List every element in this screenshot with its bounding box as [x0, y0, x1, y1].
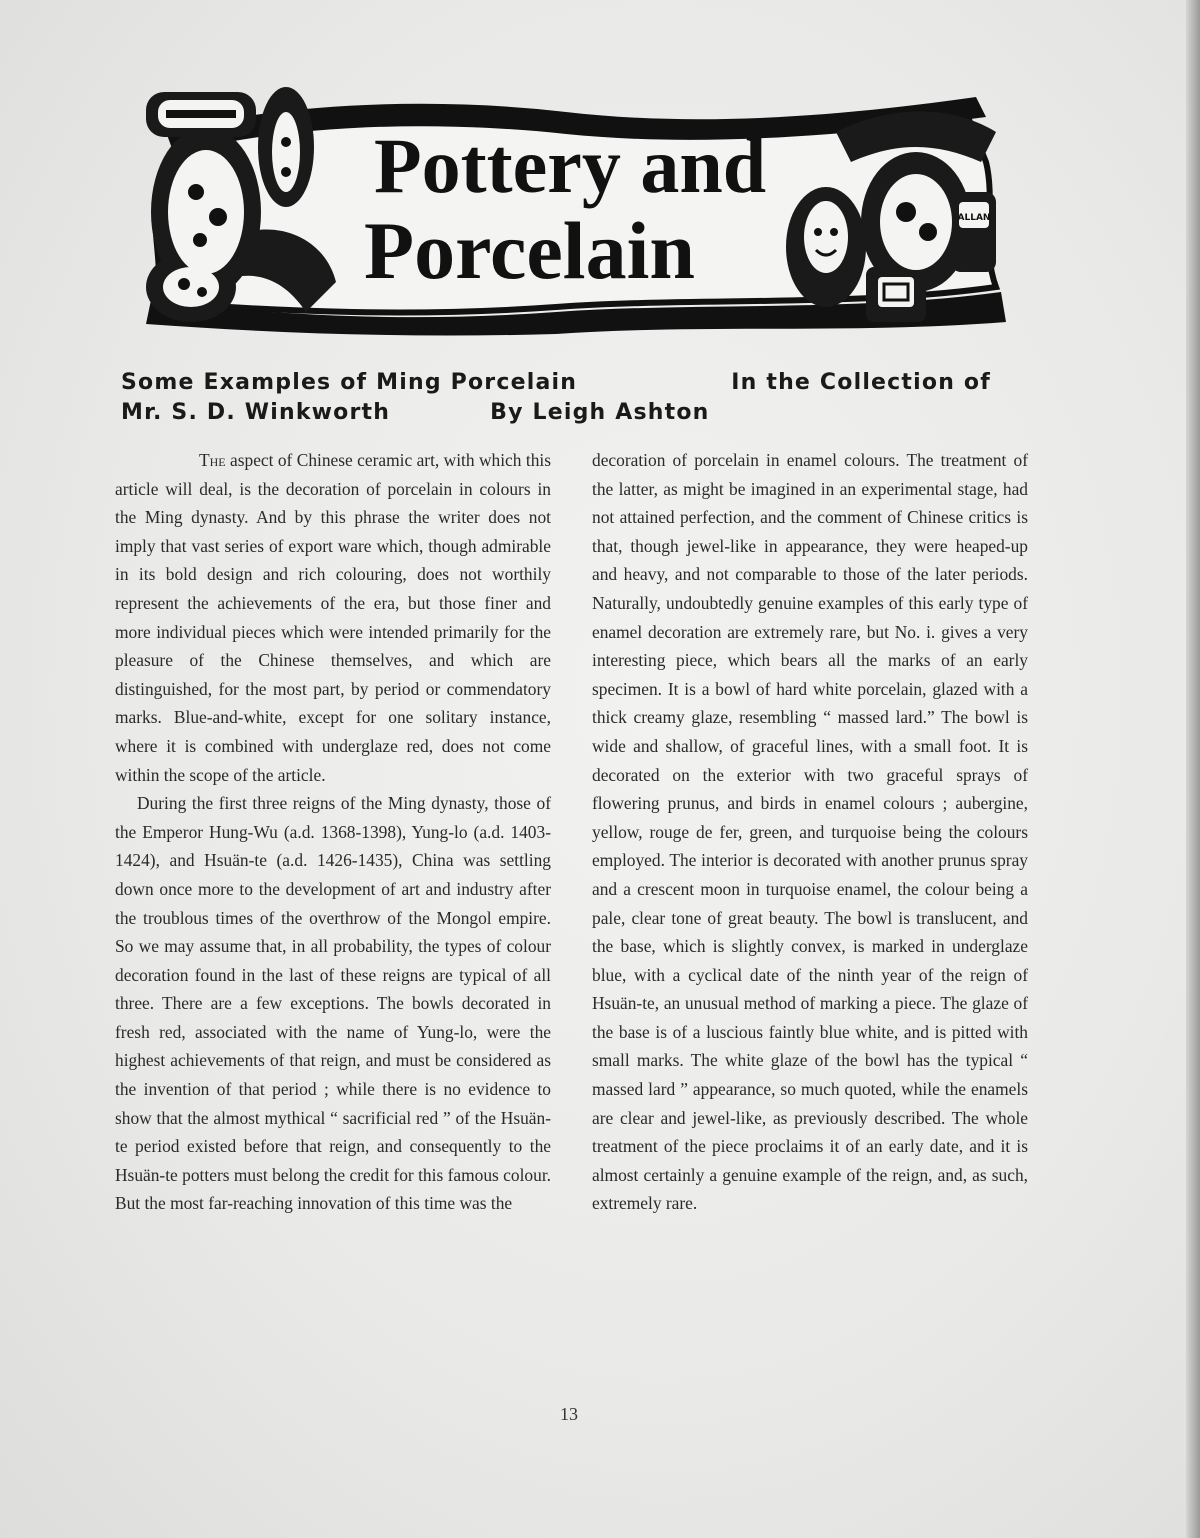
page-edge-shadow: [1186, 0, 1200, 1538]
right-text-column: [592, 446, 1028, 1218]
paragraph-text: aspect of Chinese ceramic art, with which this article will deal, is the decoration of porcelain in colours in the Ming dynasty. And by this phrase the writer does not imply that vast series of export ware which, though admirable in its bold design and rich colouring, does not worthily represent the achievements of the era, but those finer and more individual pieces which were intended primarily for the pleasure of the Chinese themselves, and which are distinguished, for the most part, by period or commendatory marks. Blue-and-white, except for one solitary instance, where it is combined with underglaze red, does not come within the scope of the article.: [115, 450, 551, 785]
paragraph: [115, 446, 551, 789]
banner-title-line2: Porcelain: [364, 205, 695, 296]
banner-title-line1: Pottery and: [374, 122, 767, 209]
article-heading: [121, 368, 991, 428]
left-text-column: [115, 446, 551, 1218]
seal-label: ALLAN: [957, 213, 991, 223]
page-number: 13: [560, 1404, 578, 1424]
heading-byline: By Leigh Ashton: [490, 400, 710, 425]
heading-title: Some Examples of Ming Porcelain: [121, 370, 578, 395]
title-banner-illustration: [136, 72, 1016, 338]
heading-collector: Mr. S. D. Winkworth: [121, 400, 391, 425]
drop-lead-word: The: [199, 450, 226, 470]
heading-collection: In the Collection of: [731, 370, 991, 395]
paragraph: During the first three reigns of the Ming dynasty, those of the Emperor Hung-Wu (a.d. 1368-1398), Yung-lo (a.d. 1403-1424), and Hsuän-te (a.d. 1426-1435), China was settling down once more to the development of art and industry after the troublous times of the overthrow of the Mongol empire. So we may assume that, in all probability, the types of colour decoration found in the last of these reigns are typical of all three. There are a few exceptions. The bowls decorated in fresh red, associated with the name of Yung-lo, were the highest achievements of that reign, and must be considered as the invention of that period ; while there is no evidence to show that the almost mythical “ sacrificial red ” of the Hsuän-te period existed before that reign, and consequently to the Hsuän-te potters must belong the credit for this famous colour. But the most far-reaching innovation of this time was the: [115, 793, 551, 1214]
paragraph: decoration of porcelain in enamel colours. The treatment of the latter, as might be imagined in an experimental stage, had not attained perfection, and the comment of Chinese critics is that, though jewel-like in appearance, they were heaped-up and heavy, and not comparable to those of the later periods. Naturally, undoubtedly genuine examples of this early type of enamel decoration are extremely rare, but No. i. gives a very interesting piece, which bears all the marks of an early specimen. It is a bowl of hard white porcelain, glazed with a thick creamy glaze, resembling “ massed lard.” The bowl is wide and shallow, of graceful lines, with a small foot. It is decorated on the exterior with two graceful sprays of flowering prunus, and birds in enamel colours ; aubergine, yellow, rouge de fer, green, and turquoise being the colours employed. The interior is decorated with another prunus spray and a crescent moon in turquoise enamel, the colour being a pale, clear tone of great beauty. The bowl is translucent, and the base, which is slightly convex, is marked in underglaze blue, with a cyclical date of the ninth year of the reign of Hsuän-te, an unusual method of marking a piece. The glaze of the base is of a luscious faintly blue white, and is pitted with small marks. The white glaze of the bowl has the typical “ massed lard ” appearance, so much quoted, while the enamels are clear and jewel-like, as previously described. The whole treatment of the piece proclaims it of an early date, and it is almost certainly a genuine example of the reign, and, as such, extremely rare.: [592, 450, 1028, 1214]
